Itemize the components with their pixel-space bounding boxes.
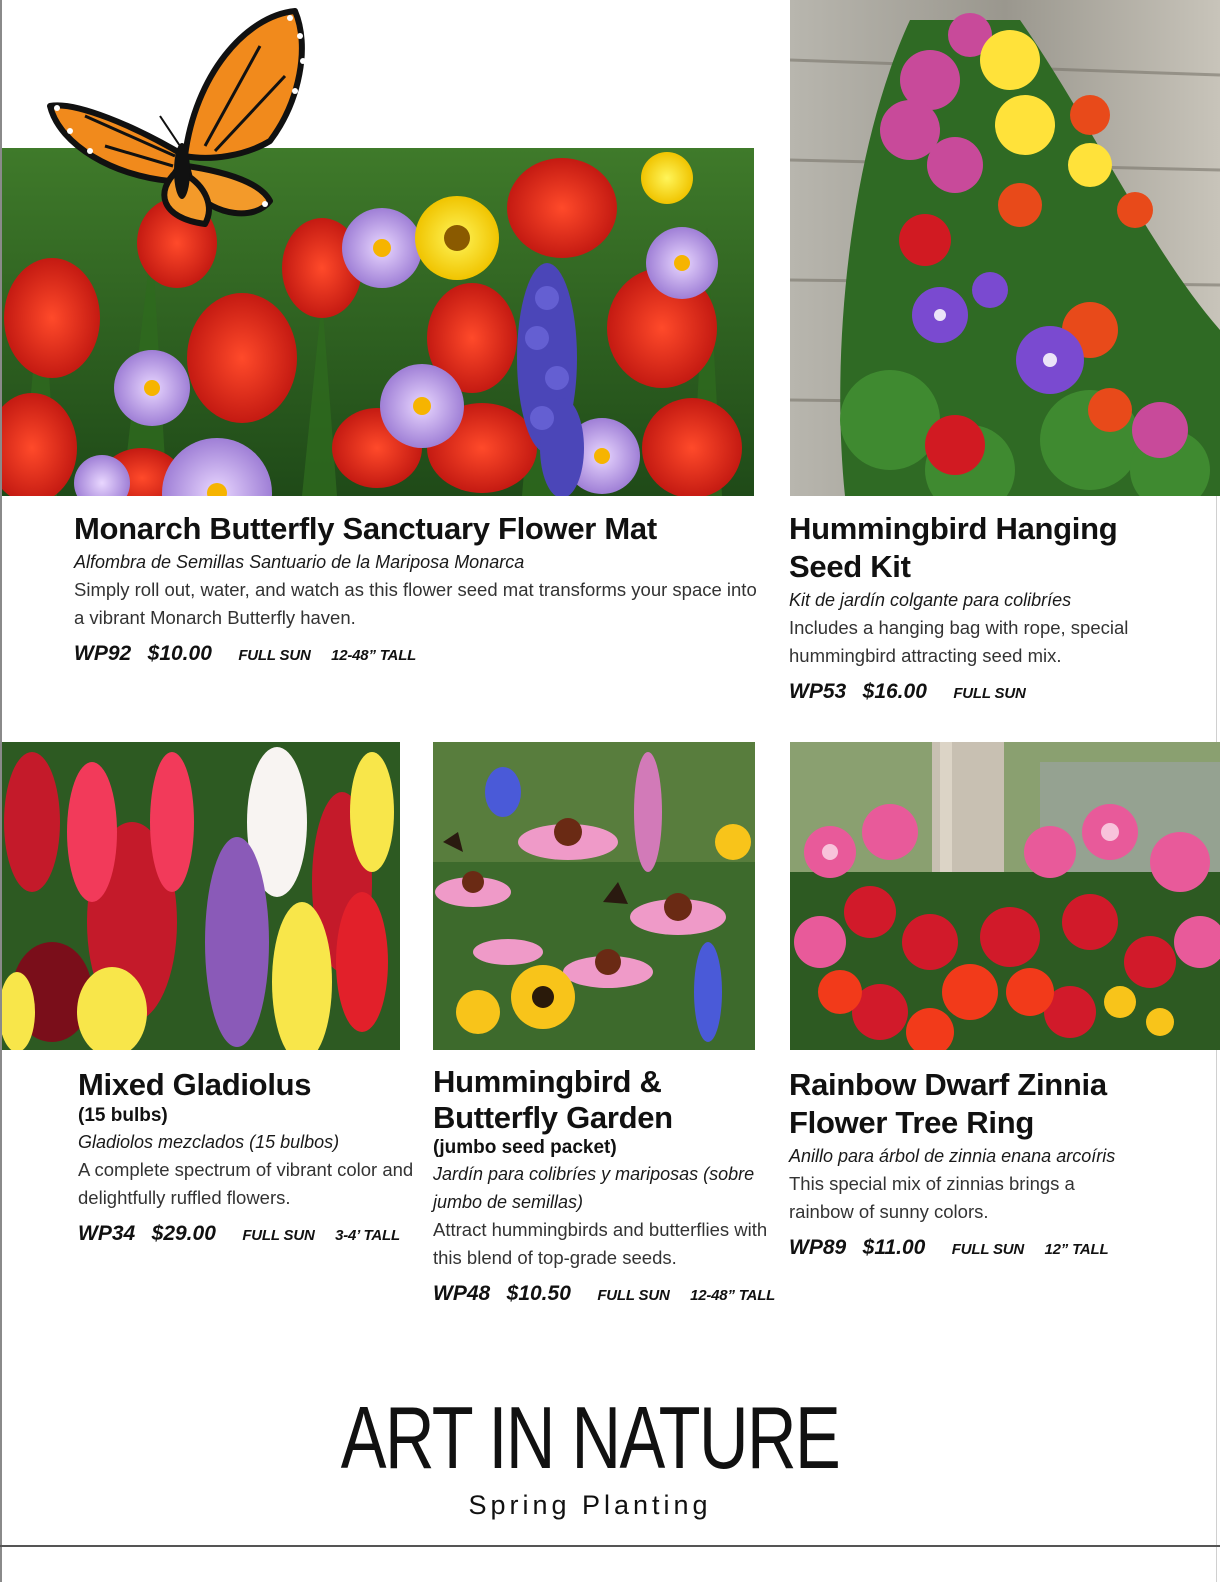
product-price: $10.50 bbox=[506, 1282, 571, 1305]
product-tag-height: 3-4’ TALL bbox=[335, 1227, 400, 1244]
product-sku: WP53 bbox=[789, 680, 847, 703]
product-meta bbox=[789, 1236, 1189, 1260]
product-description: Includes a hanging bag with rope, special hummingbird attracting seed mix. bbox=[789, 617, 1129, 666]
photo-hanging-seed-kit bbox=[790, 0, 1220, 496]
product-sku: WP89 bbox=[789, 1236, 847, 1259]
photo-zinnia-ring bbox=[790, 742, 1220, 1050]
product-price: $29.00 bbox=[151, 1222, 216, 1245]
product-price: $16.00 bbox=[862, 680, 927, 703]
product-tag-height: 12-48” TALL bbox=[690, 1287, 776, 1304]
product-title-spanish: Anillo para árbol de zinnia enana arcoíris bbox=[789, 1146, 1116, 1166]
product-title: Rainbow Dwarf Zinnia Flower Tree Ring bbox=[789, 1067, 1107, 1140]
product-sku: WP48 bbox=[433, 1282, 491, 1305]
monarch-butterfly-illustration bbox=[45, 6, 313, 228]
monarch-butterfly-art bbox=[45, 6, 313, 228]
photo-gladiolus-art bbox=[2, 742, 400, 1050]
product-tag-sun: FULL SUN bbox=[597, 1287, 670, 1304]
product-description: Attract hummingbirds and butterflies with this blend of top-grade seeds. bbox=[433, 1219, 768, 1268]
photo-butterfly-garden-art bbox=[433, 742, 755, 1050]
product-title: Monarch Butterfly Sanctuary Flower Mat bbox=[74, 511, 657, 546]
product-subtitle: (15 bulbs) bbox=[78, 1105, 168, 1126]
product-meta bbox=[433, 1282, 776, 1306]
photo-butterfly-garden bbox=[433, 742, 755, 1050]
product-meta bbox=[74, 642, 764, 666]
product-card-hanging-kit bbox=[789, 510, 1209, 704]
brand-subtitle: Spring Planting bbox=[468, 1490, 712, 1520]
photo-gladiolus bbox=[2, 742, 400, 1050]
product-tag-sun: FULL SUN bbox=[242, 1227, 315, 1244]
product-sku: WP92 bbox=[74, 642, 132, 665]
product-card-zinnia-ring bbox=[789, 1066, 1189, 1260]
product-title: Hummingbird Hanging Seed Kit bbox=[789, 511, 1118, 584]
product-description: This special mix of zinnias brings a rainbow of sunny colors. bbox=[789, 1173, 1075, 1222]
product-card-monarch-mat bbox=[74, 510, 764, 666]
product-title-spanish: Kit de jardín colgante para colibríes bbox=[789, 590, 1072, 610]
product-tag-sun: FULL SUN bbox=[951, 1241, 1025, 1258]
product-title-spanish: Jardín para colibríes y mariposas (sobre jumbo de semillas) bbox=[433, 1164, 755, 1212]
brand-footer bbox=[0, 1388, 1180, 1522]
product-sku: WP34 bbox=[78, 1222, 136, 1245]
brand-title: ART IN NATURE bbox=[340, 1388, 840, 1487]
product-description: Simply roll out, water, and watch as this flower seed mat transforms your space into a vibrant Monarch Butterfly haven. bbox=[74, 579, 757, 628]
product-price: $10.00 bbox=[147, 642, 212, 665]
photo-zinnia-ring-art bbox=[790, 742, 1220, 1050]
photo-hanging-seed-kit-art bbox=[790, 0, 1220, 496]
product-tag-sun: FULL SUN bbox=[953, 685, 1026, 702]
product-meta bbox=[789, 680, 1209, 704]
product-description: A complete spectrum of vibrant color and delightfully ruffled flowers. bbox=[78, 1159, 414, 1208]
product-title: Mixed Gladiolus bbox=[78, 1067, 312, 1102]
product-title-spanish: Gladiolos mezclados (15 bulbos) bbox=[78, 1132, 340, 1152]
product-price: $11.00 bbox=[862, 1236, 926, 1259]
product-title: Hummingbird & Butterfly Garden bbox=[433, 1064, 673, 1135]
product-tag-height: 12-48” TALL bbox=[331, 647, 417, 664]
product-tag-sun: FULL SUN bbox=[238, 647, 311, 664]
product-subtitle: (jumbo seed packet) bbox=[433, 1137, 617, 1158]
footer-divider bbox=[0, 1545, 1220, 1547]
product-card-gladiolus bbox=[78, 1066, 418, 1246]
product-title-spanish: Alfombra de Semillas Santuario de la Mariposa Monarca bbox=[74, 552, 525, 572]
product-card-butterfly-garden bbox=[433, 1064, 776, 1306]
product-meta bbox=[78, 1222, 418, 1246]
product-tag-height: 12” TALL bbox=[1044, 1241, 1109, 1258]
